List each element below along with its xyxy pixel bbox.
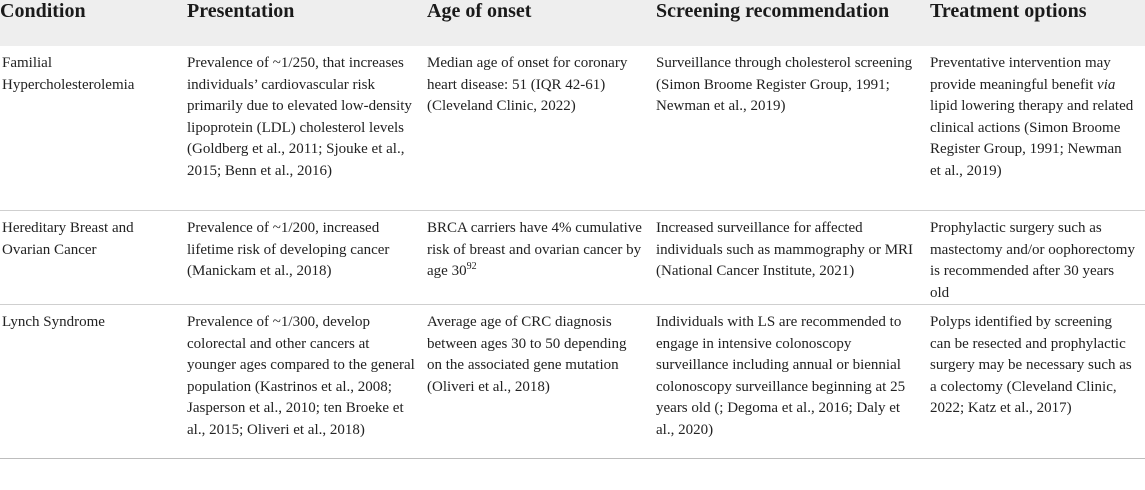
cell-age-of-onset: Median age of onset for coronary heart disease: 51 (IQR 42-61) (Cleveland Clinic, 2022) xyxy=(427,55,628,114)
cell-condition: Lynch Syndrome xyxy=(2,314,105,330)
age-text: BRCA carriers have 4% cumulative risk of breast and ovarian cancer by age 30 xyxy=(427,220,642,279)
cell-presentation: Prevalence of ~1/200, increased lifetime risk of developing cancer (Manickam et al., 2018) xyxy=(187,220,390,279)
cell-screening: Surveillance through cholesterol screening (Simon Broome Register Group, 1991; Newman et al., 2019) xyxy=(656,55,913,114)
cell-screening: Increased surveillance for affected individuals such as mammography or MRI (National Cancer Institute, 2021) xyxy=(656,220,914,279)
cell-treatment: Prophylactic surgery such as mastectomy and/or oophorectomy is recommended after 30 years old xyxy=(930,220,1135,301)
table-header xyxy=(0,0,1145,46)
cell-screening: Individuals with LS are recommended to engage in intensive colonoscopy surveillance including annual or biennial colonoscopy surveillance beginning at 25 years old (; Degoma et al., 2016; Daly et al., 2020) xyxy=(656,314,906,438)
header-condition: Condition xyxy=(0,0,185,46)
reference-superscript: 92 xyxy=(466,261,477,272)
cell-presentation: Prevalence of ~1/300, develop colorectal and other cancers at younger ages compared to the general population (Kastrinos et al., 2008; Jasperson et al., 2010; ten Broeke et al., 2015; Oliveri et al., 2018) xyxy=(187,314,415,438)
header-screening-recommendation: Screening recommendation xyxy=(654,0,928,46)
header-age-of-onset: Age of onset xyxy=(425,0,654,46)
table-row xyxy=(0,46,1145,211)
header-treatment-options: Treatment options xyxy=(928,0,1145,46)
cell-age-of-onset xyxy=(425,211,654,305)
treatment-text-start: Preventative intervention may provide meaningful benefit xyxy=(930,55,1111,93)
table-row xyxy=(0,305,1145,459)
cell-age-of-onset: Average age of CRC diagnosis between ages 30 to 50 depending on the associated gene mutation (Oliveri et al., 2018) xyxy=(427,314,627,395)
table-body xyxy=(0,46,1145,459)
cell-condition: Familial Hypercholesterolemia xyxy=(2,55,135,93)
header-row xyxy=(0,0,1145,46)
header-presentation: Presentation xyxy=(185,0,425,46)
table-row xyxy=(0,211,1145,305)
treatment-text-italic: via xyxy=(1097,76,1116,93)
cell-presentation: Prevalence of ~1/250, that increases individuals’ cardiovascular risk primarily due to elevated low-density lipoprotein (LDL) cholesterol levels (Goldberg et al., 2011; Sjouke et al., 2015; Benn et al., 2016) xyxy=(187,55,412,179)
cell-treatment: Polyps identified by screening can be resected and prophylactic surgery may be necessary such as a colectomy (Cleveland Clinic, 2022; Katz et al., 2017) xyxy=(930,314,1132,416)
cell-treatment xyxy=(928,46,1145,211)
treatment-text-end: lipid lowering therapy and related clinical actions (Simon Broome Register Group, 1991; Newman et al., 2019) xyxy=(930,98,1134,179)
cell-condition: Hereditary Breast and Ovarian Cancer xyxy=(2,220,134,258)
